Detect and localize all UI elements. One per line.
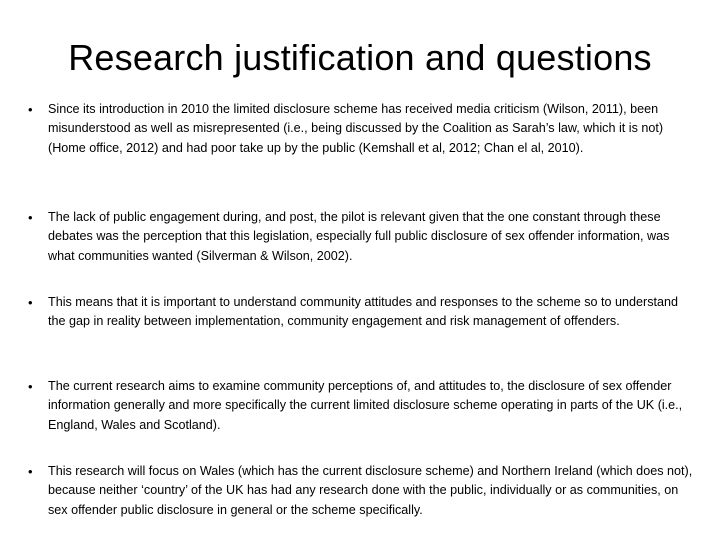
bullet-item (28, 208, 698, 266)
bullet-item (28, 462, 698, 520)
bullet-text: This means that it is important to understand community attitudes and responses to the scheme so to understand the gap in reality between implementation, community engagement and risk management of offenders. (48, 295, 679, 329)
bullet-text: The lack of public engagement during, and post, the pilot is relevant given that the one constant through these debates was the perception that this legislation, especially full public disclosure of sex offender information, was what communities wanted (Silverman & Wilson, 2002). (48, 210, 670, 263)
bullet-item (28, 100, 698, 158)
slide-title: Research justification and questions (68, 37, 652, 78)
bullet-dot-icon: • (28, 379, 33, 394)
bullet-dot-icon: • (28, 102, 33, 117)
bullet-dot-icon: • (28, 210, 33, 225)
bullet-text: Since its introduction in 2010 the limited disclosure scheme has received media criticism (Wilson, 2011), been misunderstood as well as misrepresented (i.e., being discussed by the Coalition as Sarah’s law, which it is not) (Home office, 2012) and had poor take up by the public (Kemshall et al, 2012; Chan el al, 2010). (48, 102, 664, 155)
bullet-text: This research will focus on Wales (which has the current disclosure scheme) and Northern Ireland (which does not), because neither ‘country’ of the UK has had any research done with the public, individually or as communities, on sex offender public disclosure in general or the scheme specifically. (48, 464, 693, 517)
bullet-text: The current research aims to examine community perceptions of, and attitudes to, the disclosure of sex offender information generally and more specifically the current limited disclosure scheme operating in parts of the UK (i.e., England, Wales and Scotland). (48, 379, 683, 432)
bullet-item (28, 293, 698, 332)
bullet-item (28, 377, 698, 435)
bullet-dot-icon: • (28, 295, 33, 310)
bullet-dot-icon: • (28, 464, 33, 479)
